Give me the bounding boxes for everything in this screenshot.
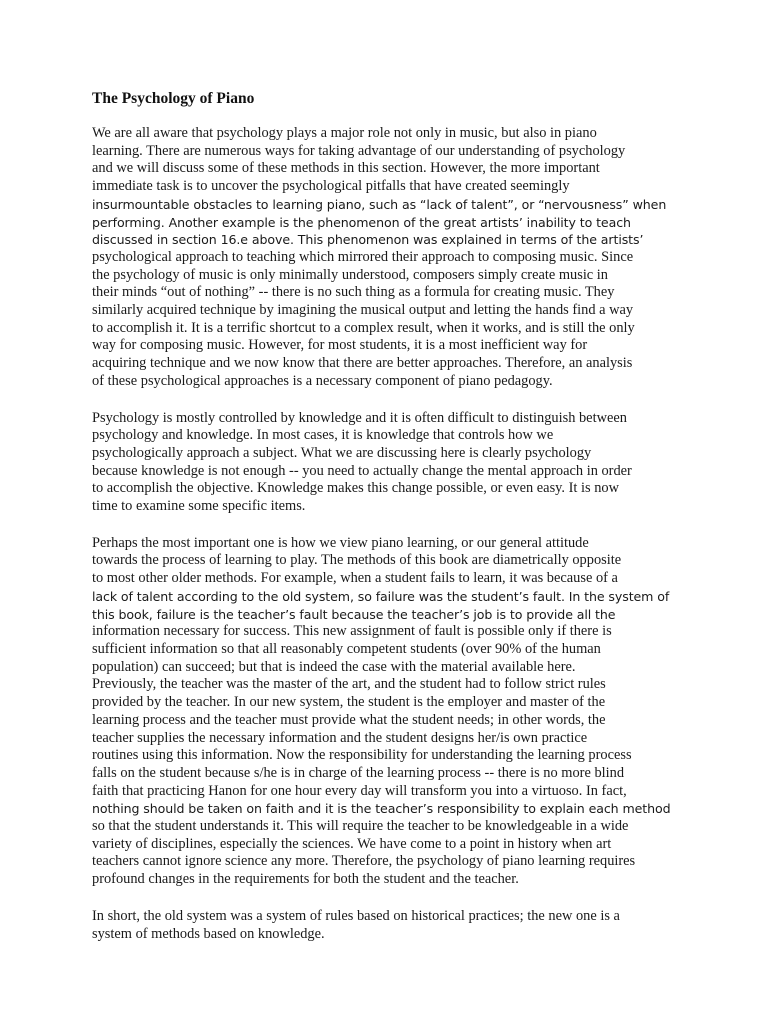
text-line: acquiring technique and we now know that there are better approaches. Therefore, an analysis	[92, 355, 633, 372]
text-line: faith that practicing Hanon for one hour every day will transform you into a virtuoso. In fact,	[92, 782, 627, 799]
text-line: provided by the teacher. In our new system, the student is the employer and master of the	[92, 694, 606, 711]
text-line: immediate task is to uncover the psychological pitfalls that have created seemingly	[92, 178, 570, 195]
text-line: psychology and knowledge. In most cases, it is knowledge that controls how we	[92, 427, 554, 444]
text-line: and we will discuss some of these methods in this section. However, the more important	[92, 160, 600, 177]
text-line: because knowledge is not enough -- you need to actually change the mental approach in order	[92, 462, 632, 479]
text-line: similarly acquired technique by imagining the musical output and letting the hands find a way	[92, 302, 634, 319]
text-line: variety of disciplines, especially the sciences. We have come to a point in history when art	[92, 835, 612, 852]
text-line: lack of talent according to the old system, so failure was the student’s fault. In the system of	[92, 588, 670, 604]
text-line: the psychology of music is only minimally understood, composers simply create music in	[92, 266, 608, 283]
text-line: We are all aware that psychology plays a major role not only in music, but also in piano	[92, 125, 597, 141]
document-page	[92, 90, 672, 962]
text-line: population) can succeed; but that is indeed the case with the material available here.	[92, 658, 576, 675]
text-line: towards the process of learning to play. The methods of this book are diametrically opposite	[92, 552, 622, 569]
text-line: to accomplish it. It is a terrific shortcut to a complex result, when it works, and is still the only	[92, 319, 635, 336]
text-line: learning. There are numerous ways for taking advantage of our understanding of psychology	[92, 142, 626, 159]
text-line: psychologically approach a subject. What we are discussing here is clearly psychology	[92, 444, 592, 461]
text-line: teacher supplies the necessary information and the student designs her/is own practice	[92, 729, 588, 746]
text-line: discussed in section 16.e above. This phenomenon was explained in terms of the artists’	[92, 232, 644, 248]
text-line: Psychology is mostly controlled by knowledge and it is often difficult to distinguish between	[92, 409, 627, 426]
text-line: profound changes in the requirements for both the student and the teacher.	[92, 871, 519, 888]
text-line: so that the student understands it. This will require the teacher to be knowledgeable in a wide	[92, 818, 629, 835]
text-line: In short, the old system was a system of rules based on historical practices; the new one is a	[92, 907, 620, 924]
text-line: Previously, the teacher was the master of the art, and the student had to follow strict rules	[92, 676, 606, 693]
text-line: performing. Another example is the phenomenon of the great artists’ inability to teach	[92, 214, 631, 230]
text-line: way for composing music. However, for most students, it is a most inefficient way for	[92, 337, 588, 354]
text-line: this book, failure is the teacher’s fault because the teacher’s job is to provide all the	[92, 606, 616, 622]
text-line: insurmountable obstacles to learning piano, such as “lack of talent”, or “nervousness” when	[92, 196, 667, 212]
text-line: psychological approach to teaching which mirrored their approach to composing music. Since	[92, 248, 634, 265]
text-line: their minds “out of nothing” -- there is no such thing as a formula for creating music. They	[92, 284, 615, 301]
text-line: system of methods based on knowledge.	[92, 925, 325, 942]
text-line: teachers cannot ignore science any more. Therefore, the psychology of piano learning requires	[92, 853, 636, 870]
text-line: Perhaps the most important one is how we view piano learning, or our general attitude	[92, 534, 589, 551]
text-line: routines using this information. Now the responsibility for understanding the learning process	[92, 747, 632, 764]
text-line: to accomplish the objective. Knowledge makes this change possible, or even easy. It is now	[92, 480, 619, 497]
paragraph-3	[92, 535, 672, 889]
paragraph-4	[92, 908, 672, 943]
text-line: time to examine some specific items.	[92, 498, 306, 515]
text-line: learning process and the teacher must provide what the student needs; in other words, the	[92, 711, 606, 728]
page-title: The Psychology of Piano	[92, 90, 255, 107]
text-line: information necessary for success. This new assignment of fault is possible only if there is	[92, 623, 612, 640]
paragraph-2	[92, 410, 672, 516]
text-line: of these psychological approaches is a necessary component of piano pedagogy.	[92, 372, 553, 389]
text-line: nothing should be taken on faith and it is the teacher’s responsibility to explain each method	[92, 801, 671, 817]
text-line: to most other older methods. For example, when a student fails to learn, it was because of a	[92, 570, 618, 587]
document-body	[92, 125, 672, 943]
paragraph-1	[92, 125, 672, 391]
text-line: falls on the student because s/he is in charge of the learning process -- there is no more blind	[92, 764, 625, 781]
text-line: sufficient information so that all reasonably competent students (over 90% of the human	[92, 640, 601, 657]
